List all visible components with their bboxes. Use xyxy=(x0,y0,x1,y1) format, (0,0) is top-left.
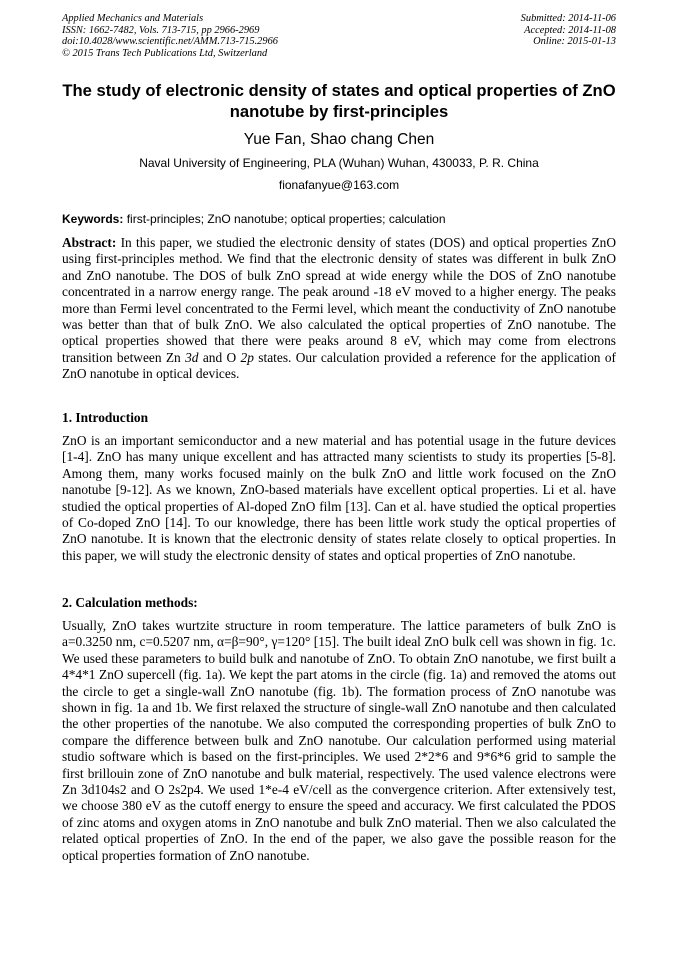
affiliation: Naval University of Engineering, PLA (Wuhan) Wuhan, 430033, P. R. China xyxy=(139,156,539,170)
accepted-date: Accepted: 2014-11-08 xyxy=(524,24,616,36)
authors: Yue Fan, Shao chang Chen xyxy=(243,131,435,148)
section-heading-calculation-methods: 2. Calculation methods: xyxy=(62,595,198,610)
introduction-body: ZnO is an important semiconductor and a new material and has potential usage in the future devices [1-4]. ZnO has many unique excellent and has attracted many scientists to study its properties [5-8]. Among them, many works focused mainly on the bulk ZnO and little work focused on the ZnO nanotube [9-12]. As we known, ZnO-based materials have excellent optical properties. Li et al. have studied the optical properties of Al-doped ZnO film [13]. Can et al. have studied the optical properties of Co-doped ZnO [14]. To our knowledge, there has been little work study the optical properties of ZnO nanotube. It is known that the electronic density of states relate closely to optical properties. In this paper, we will study the electronic density of states and optical properties of ZnO nanotube. xyxy=(62,433,616,563)
doi: doi:10.4028/www.scientific.net/AMM.713-715.2966 xyxy=(62,36,278,48)
keywords xyxy=(62,212,616,226)
abstract-text: In this paper, we studied the electronic density of states (DOS) and optical properties ZnO using first-principles method. We find that the electronic density of states was different in bulk ZnO and ZnO nanotube. The DOS of bulk ZnO spread at wide energy while the DOS of ZnO nanotube concentrated in a narrow energy range. The peak around -18 eV moved to a higher energy. The peaks more than Fermi level concentrated to the Fermi level, which meant the conductivity of ZnO nanotube was better than that of bulk ZnO. We also calculated the optical properties of ZnO nanotube. The optical properties showed that there were peaks around 8 eV, which may come from electrons transition between Zn xyxy=(62,235,616,365)
author-email: fionafanyue@163.com xyxy=(278,178,400,192)
journal-name: Applied Mechanics and Materials xyxy=(62,13,204,24)
online-date: Online: 2015-01-13 xyxy=(533,36,616,48)
abstract-label: Abstract: xyxy=(62,235,117,250)
issn: ISSN: 1662-7482, Vols. 713-715, pp 2966-2969 xyxy=(62,24,260,36)
abstract-text: 3d xyxy=(185,349,199,365)
dates-info xyxy=(521,13,616,48)
section-heading-introduction: 1. Introduction xyxy=(62,410,149,425)
abstract xyxy=(62,235,616,383)
keywords-text: first-principles; ZnO nanotube; optical properties; calculation xyxy=(123,212,446,226)
submitted-date: Submitted: 2014-11-06 xyxy=(520,13,616,24)
abstract-text: 2p xyxy=(240,349,254,365)
copyright: © 2015 Trans Tech Publications Ltd, Switzerland xyxy=(62,47,268,59)
journal-info xyxy=(62,13,278,59)
abstract-text: and O xyxy=(198,349,241,365)
abstract-text: states. Our calculation provided a reference for the application of ZnO nanotube in optical devices. xyxy=(62,349,616,382)
keywords-label: Keywords: xyxy=(62,212,124,226)
calculation-methods-body: Usually, ZnO takes wurtzite structure in room temperature. The lattice parameters of bulk ZnO is a=0.3250 nm, c=0.5207 nm, α=β=90°, γ=120° [15]. The built ideal ZnO bulk cell was shown in fig. 1c. We used these parameters to build bulk and nanotube of ZnO. To obtain ZnO nanotube, we first built a 4*4*1 ZnO supercell (fig. 1a). We kept the part atoms in the circle (fig. 1a) and removed the atoms out the circle to get a single-wall ZnO nanotube (fig. 1b). The formation process of ZnO nanotube was shown in fig. 1a and 1b. We first relaxed the structure of single-wall ZnO nanotube and then calculated the other properties of the nanotube. We also computed the corresponding properties of bulk ZnO to compare the difference between bulk and ZnO nanotube. Our calculation performed using material studio software which is based on the first-principles. We used 2*2*6 and 9*6*6 grid to sample the first brillouin zone of ZnO nanotube and bulk material, respectively. The used valence electrons were Zn 3d104s2 and O 2s2p4. We used 1*e-4 eV/cell as the convergence criterion. After extensively test, we choose 380 eV as the cutoff energy to ensure the speed and accuracy. We first calculated the PDOS of zinc atoms and oxygen atoms in ZnO nanotube and bulk ZnO material. Then we also calculated the related optical properties of ZnO. In the end of the paper, we also gave the possible reason for the optical properties formation of ZnO nanotube. xyxy=(62,618,616,863)
paper-title: The study of electronic density of states and optical properties of ZnO nanotube by first-principles xyxy=(62,81,616,121)
